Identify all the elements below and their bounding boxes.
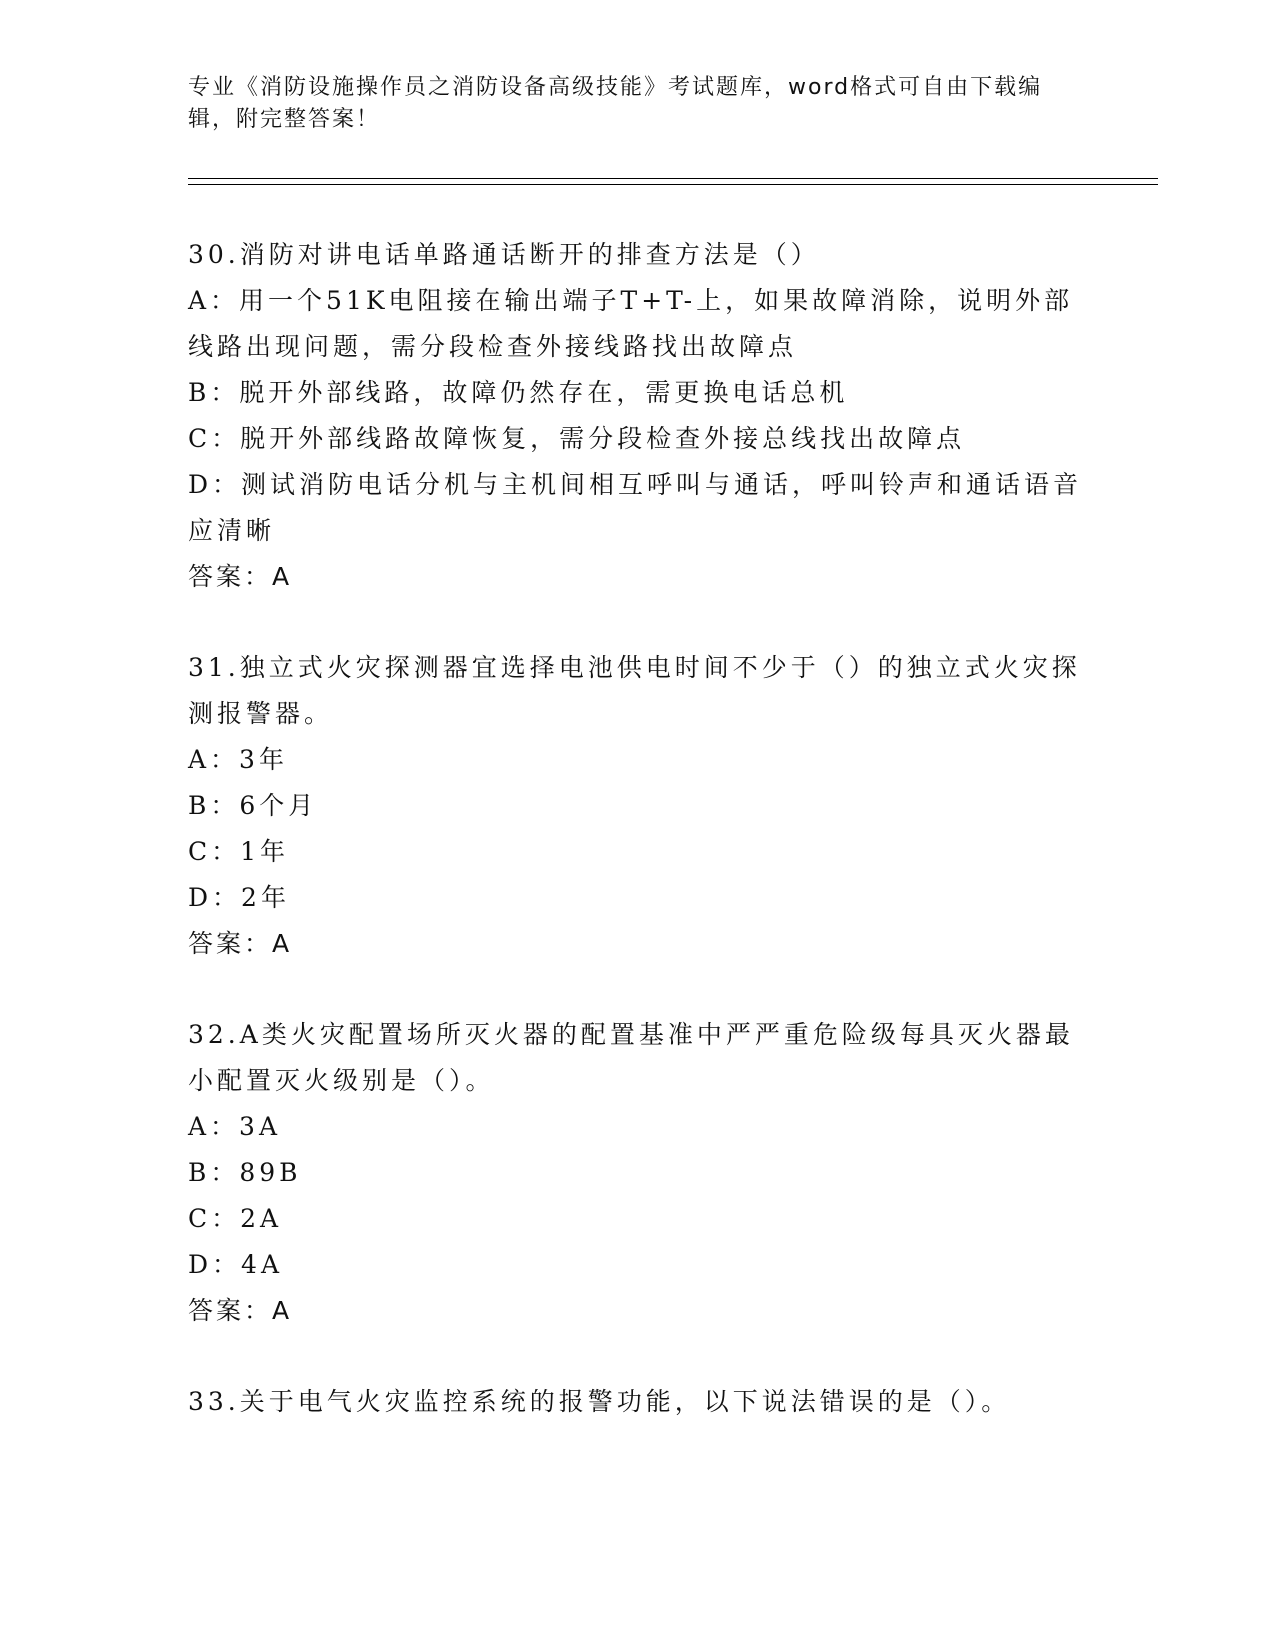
option-c: C：1年 bbox=[188, 837, 290, 866]
question-32 bbox=[188, 1012, 1088, 1334]
option-a: A：3A bbox=[188, 1112, 282, 1141]
question-stem: 30.消防对讲电话单路通话断开的排查方法是（） bbox=[188, 240, 820, 269]
header-divider-top bbox=[188, 178, 1158, 179]
option-b: B：89B bbox=[188, 1158, 302, 1187]
option-c: C：脱开外部线路故障恢复，需分段检查外接总线找出故障点 bbox=[188, 424, 966, 453]
option-d: D：2年 bbox=[188, 883, 290, 912]
answer: 答案：A bbox=[188, 929, 293, 958]
question-stem: 33.关于电气火灾监控系统的报警功能，以下说法错误的是（）。 bbox=[188, 1387, 1011, 1416]
option-a: A：3年 bbox=[188, 745, 288, 774]
option-a: A：用一个51K电阻接在输出端子T+T-上，如果故障消除，说明外部线路出现问题，需分段检查外接线路找出故障点 bbox=[188, 286, 1074, 361]
question-stem: 32.A类火灾配置场所灭火器的配置基准中严严重危险级每具灭火器最小配置灭火级别是（）。 bbox=[188, 1020, 1074, 1095]
document-header: 专业《消防设施操作员之消防设备高级技能》考试题库，word格式可自由下载编辑，附完整答案！ bbox=[188, 75, 1043, 132]
question-33 bbox=[188, 1379, 1088, 1425]
option-d: D：4A bbox=[188, 1250, 284, 1279]
question-31 bbox=[188, 645, 1088, 967]
answer: 答案：A bbox=[188, 562, 293, 591]
question-30 bbox=[188, 232, 1088, 600]
question-list bbox=[188, 232, 1088, 1470]
header-divider-bottom bbox=[188, 184, 1158, 185]
question-stem: 31.独立式火灾探测器宜选择电池供电时间不少于（）的独立式火灾探测报警器。 bbox=[188, 653, 1081, 728]
option-d: D：测试消防电话分机与主机间相互呼叫与通话，呼叫铃声和通话语音应清晰 bbox=[188, 470, 1083, 545]
option-b: B：6个月 bbox=[188, 791, 318, 820]
answer: 答案：A bbox=[188, 1296, 293, 1325]
option-c: C：2A bbox=[188, 1204, 283, 1233]
option-b: B：脱开外部线路，故障仍然存在，需更换电话总机 bbox=[188, 378, 849, 407]
